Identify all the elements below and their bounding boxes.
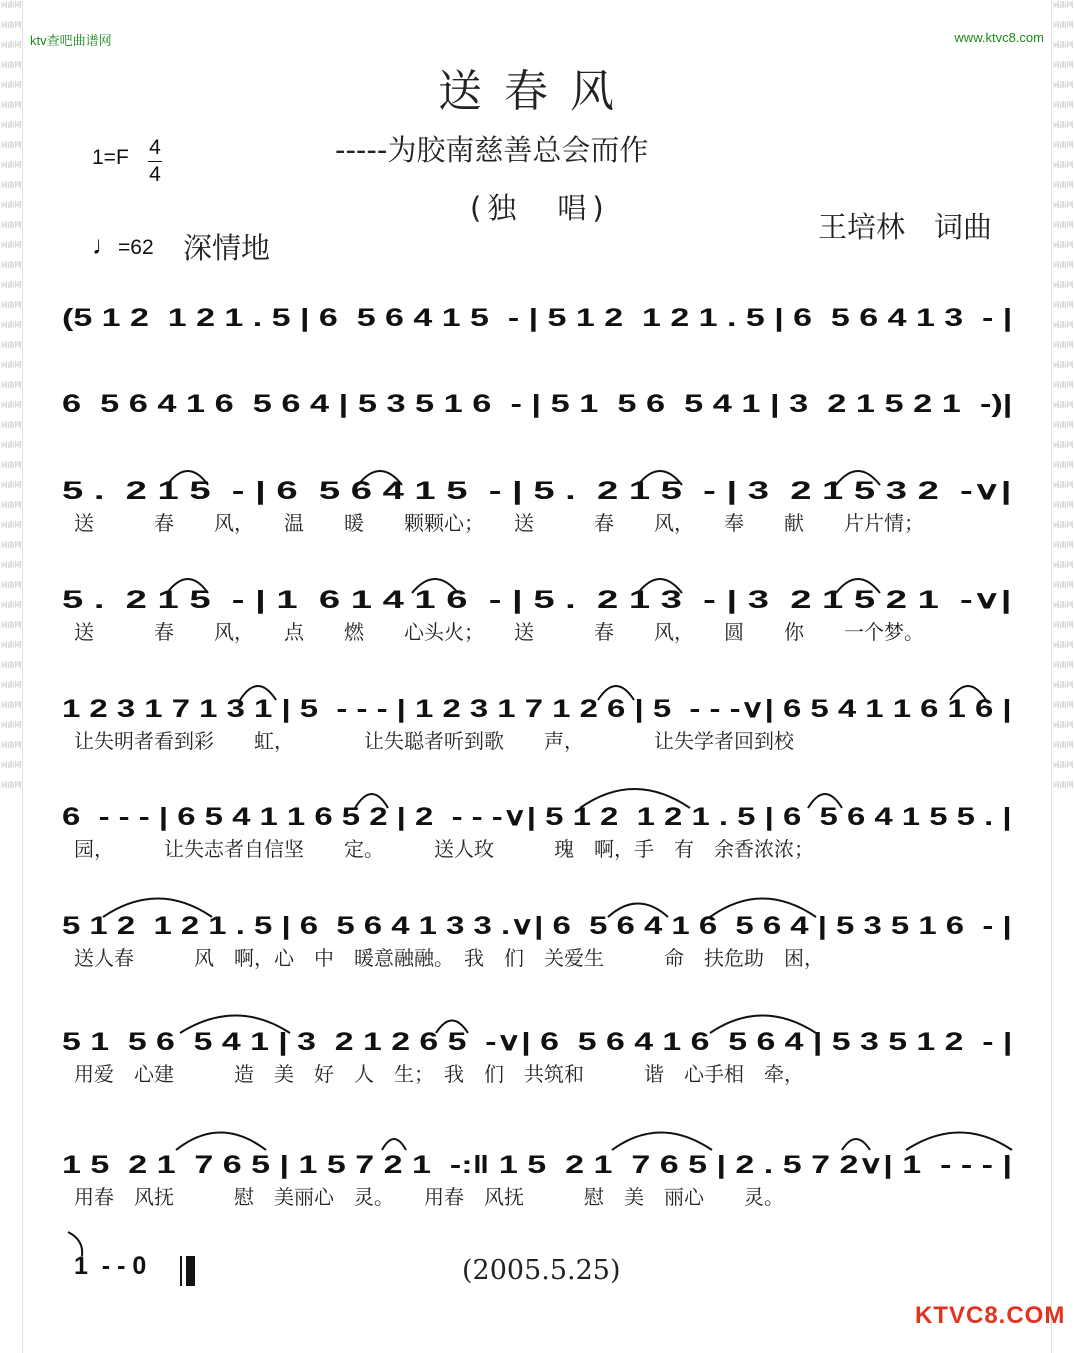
staff-notes: 5 1 5 6 5 4 1 | 3 2 1 2 6 5 -∨| 6 5 6 4 1 6 5 6 4 | 5 3 5 1 2 - | [62,1028,1013,1056]
lyric-line: 送 春 风， 点 燃 心头火； 送 春 风， 圆 你 一个梦。 [74,620,924,644]
time-signature-bottom: 4 [149,163,161,186]
slur-mark [358,471,402,485]
right-margin-watermark: 词曲网 词曲网 词曲网 词曲网 词曲网 词曲网 词曲网 词曲网 词曲网 词曲网 词曲网 词曲网 词曲网 词曲网 词曲网 词曲网 词曲网 词曲网 词曲网 词曲网 词曲网 词曲网 词曲网 词曲网 词曲网 词曲网 词曲网 词曲网 词曲网 词曲网 词曲网 词曲网 词曲网 词曲网 词曲网 词曲网 词曲网 词曲网 词曲网 词曲网 [1052,1,1074,789]
slur-mark [638,579,682,593]
composer-credit: 王培林 词曲 [818,210,993,244]
slur-mark [842,1139,870,1150]
slur-mark [436,1021,468,1034]
lyric-line: 送人春 风 啊，心 中 暖意融融。 我 们 关爱生 命 扶危助 困， [74,946,824,970]
lyric-line: 让失明者看到彩 虹， 让失聪者听到歌 声， 让失学者回到校 [74,729,794,753]
final-barline-thin [180,1256,182,1286]
slur-mark [580,789,690,808]
staff-notes: 1 5 2 1 7 6 5 | 1 5 7 2 1 -:‖ 1 5 2 1 7 6 5 | 2 . 5 7 2∨| 1 - - - | [62,1151,1012,1179]
performance-type: (独 唱) [470,191,610,225]
lyric-line: 用春 风抚 慰 美丽心 灵。 用春 风抚 慰 美 丽心 灵。 [74,1185,784,1209]
slur-mark [836,579,880,593]
slur-mark [608,904,668,918]
slur-mark [382,1139,406,1150]
slur-mark [103,899,212,918]
lyric-line: 用爱 心建 造 美 好 人 生； 我 们 共筑和 谐 心手相 牵， [74,1062,804,1086]
slur-mark [598,686,634,700]
staff-notes: 5 1 2 1 2 1 . 5 | 6 5 6 4 1 3 3 .∨| 6 5 6 4 1 6 5 6 4 | 5 3 5 1 6 - | [62,912,1012,940]
expression-marking: 深情地 [183,231,271,265]
watermark-left[interactable]: ktv查吧曲谱网 [30,33,112,48]
song-subtitle: -----为胶南慈善总会而作 [335,133,649,167]
time-signature-top: 4 [149,136,161,159]
composition-date: (2005.5.25) [462,1255,621,1286]
slur-mark [176,1133,266,1151]
slur-mark [710,899,816,918]
site-logo[interactable]: KTVC8.COM [915,1302,1066,1329]
slur-mark [167,471,208,485]
staff-notes: 5 . 2 1 5 - | 6 5 6 4 1 5 - | 5 . 2 1 5 - | 3 2 1 5 3 2 -∨| [62,477,1012,505]
song-title: 送春风 [438,66,636,117]
staff-notes: (5 1 2 1 2 1 . 5 | 6 5 6 4 1 5 - | 5 1 2 1 2 1 . 5 | 6 5 6 4 1 3 - | [62,304,1013,332]
slur-mark [950,686,986,700]
tempo-value: =62 [118,236,154,259]
slur-mark [710,1016,816,1034]
slur-mark [412,579,458,593]
slur-mark [180,1016,290,1034]
slur-mark [240,686,276,700]
slur-group [68,471,1012,1256]
slur-mark [638,471,682,485]
staff-notes: 1 2 3 1 7 1 3 1 | 5 - - - | 1 2 3 1 7 1 2 6 | 5 - - -∨| 6 5 4 1 1 6 1 6 | [62,695,1012,723]
slur-mark [808,794,842,808]
lyric-line: 园， 让失志者自信坚 定。 送人玫 瑰 啊，手 有 余香浓浓； [74,837,814,861]
staff-notes: 6 - - - | 6 5 4 1 1 6 5 2 | 2 - - -∨| 5 1 2 1 2 1 . 5 | 6 5 6 4 1 5 5 . | [62,803,1012,831]
slur-mark [612,1133,712,1151]
slur-mark [355,794,388,808]
final-barline-thick [186,1256,195,1286]
key-signature: 1=F [92,146,129,169]
staff-notes: 5 . 2 1 5 - | 1 6 1 4 1 6 - | 5 . 2 1 3 - | 3 2 1 5 2 1 -∨| [62,586,1012,614]
staff-notes: 6 5 6 4 1 6 5 6 4 | 5 3 5 1 6 - | 5 1 5 6 5 4 1 | 3 2 1 5 2 1 -)| [62,390,1013,418]
quarter-note-icon: ♩ [92,230,118,260]
slur-mark [836,471,880,485]
slur-mark [906,1133,1012,1151]
watermark-right[interactable]: www.ktvc8.com [954,30,1044,45]
lyric-line: 送 春 风， 温 暖 颗颗心； 送 春 风， 奉 献 片片情； [74,511,924,535]
final-notes: 1 - - 0 [74,1252,147,1280]
left-margin-watermark: 词曲网 词曲网 词曲网 词曲网 词曲网 词曲网 词曲网 词曲网 词曲网 词曲网 词曲网 词曲网 词曲网 词曲网 词曲网 词曲网 词曲网 词曲网 词曲网 词曲网 词曲网 词曲网 词曲网 词曲网 词曲网 词曲网 词曲网 词曲网 词曲网 词曲网 词曲网 词曲网 词曲网 词曲网 词曲网 词曲网 词曲网 词曲网 词曲网 词曲网 [0,1,22,789]
slur-mark [167,579,208,593]
